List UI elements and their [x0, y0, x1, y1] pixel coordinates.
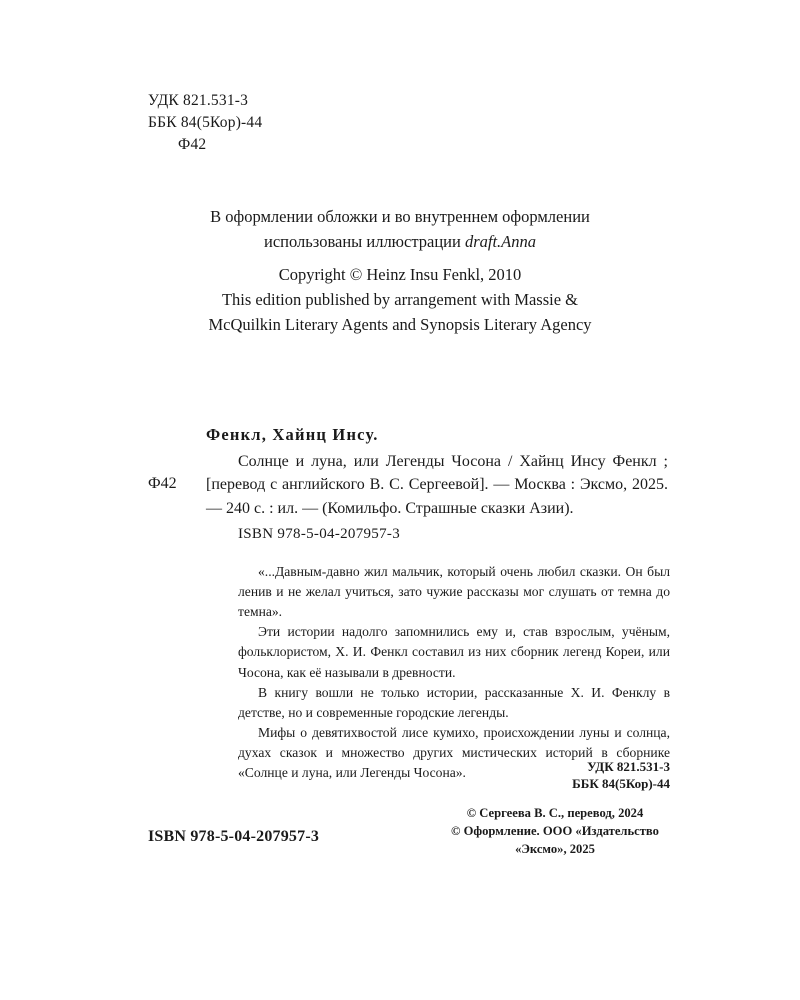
publisher-credits	[440, 805, 670, 859]
bbk-code-bottom: ББК 84(5Кор)-44	[572, 776, 670, 792]
bbk-code-top: ББК 84(5Кор)-44	[148, 114, 263, 131]
annotation-block	[238, 562, 670, 783]
classification-codes-top	[148, 90, 262, 156]
udk-code-top: УДК 821.531-3	[148, 92, 249, 109]
copyright-line-3: McQuilkin Literary Agents and Synopsis Literary Agency	[208, 315, 592, 335]
author-index-top: Ф42	[178, 136, 207, 153]
annotation-paragraph-1: «...Давным-давно жил мальчик, который очень любил сказки. Он был ленив и не желал учиться, зато чужие рассказы мог слушать от темна до темна».	[238, 564, 670, 620]
cover-credit-line-1: В оформлении обложки и во внутреннем оформлении	[210, 207, 590, 226]
cover-design-credit	[100, 205, 700, 255]
annotation-paragraph-3: В книгу вошли не только истории, рассказанные Х. И. Фенклу в детстве, но и современные городские легенды.	[238, 684, 670, 720]
udk-code-bottom: УДК 821.531-3	[587, 759, 670, 774]
translator-credit: © Сергеева В. С., перевод, 2024	[466, 806, 644, 820]
biblio-body	[148, 450, 668, 520]
illustrator-name: draft.Anna	[464, 231, 536, 251]
biblio-description: Солнце и луна, или Легенды Чосона / Хайнц Инсу Фенкл ; [перевод с английского В. С. Сергеевой]. — Москва : Эксмо, 2025. — 240 с. : ил. — (Комильфо. Страшные сказки Азии).	[206, 453, 668, 517]
design-credit-line-1: © Оформление. ООО «Издательство	[451, 823, 659, 838]
cover-credit-line-2	[100, 230, 700, 255]
isbn-record: ISBN 978-5-04-207957-3	[238, 526, 401, 543]
biblio-index: Ф42	[148, 475, 177, 492]
copyright-line-2: This edition published by arrangement with Massie &	[221, 290, 579, 310]
annotation-paragraph-4: Мифы о девятихвостой лисе кумихо, происхождении луны и солнца, духах сказок и множество других мистических историй в сборнике «Солнце и луна, или Легенды Чосона».	[238, 724, 670, 781]
copyright-line-1: Copyright © Heinz Insu Fenkl, 2010	[278, 265, 522, 284]
isbn-bottom: ISBN 978-5-04-207957-3	[148, 828, 320, 845]
classification-codes-bottom	[520, 758, 670, 792]
design-credit-line-2: «Эксмо», 2025	[515, 841, 595, 856]
copyright-block	[100, 262, 700, 337]
bibliographic-record	[148, 425, 668, 543]
biblio-author: Фенкл, Хайнц Инсу.	[206, 425, 379, 444]
annotation-paragraph-2: Эти истории надолго запомнились ему и, став взрослым, учёным, фольклористом, Х. И. Фенкл составил из них сборник легенд Кореи, или Чосона, как её называли в древности.	[238, 624, 670, 680]
cover-credit-prefix: использованы иллюстрации	[264, 231, 465, 251]
